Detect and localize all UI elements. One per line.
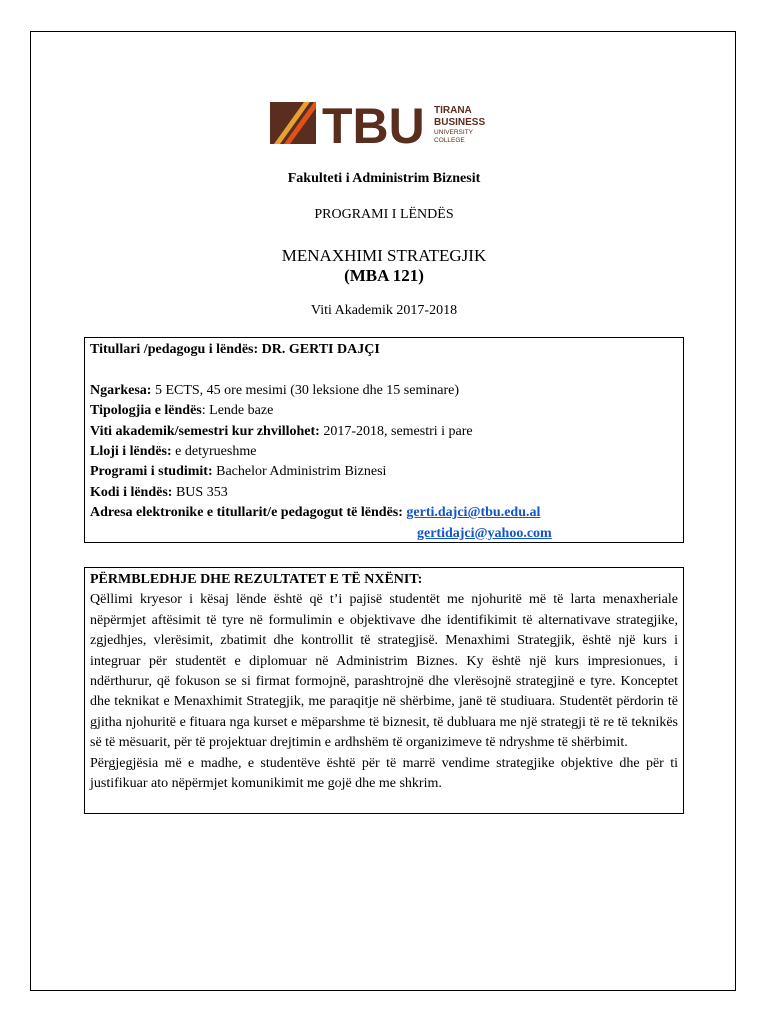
logo-line-tirana: TIRANA [434, 105, 472, 116]
kind-value: e detyrueshme [171, 444, 257, 460]
type-value: : Lende baze [201, 403, 274, 419]
course-code-label: Kodi i lëndës: [90, 484, 173, 500]
email-line [90, 503, 678, 523]
logo-line-college: COLLEGE [434, 137, 465, 144]
course-code-line [90, 483, 678, 503]
email-link-yahoo[interactable]: gertidajci@yahoo.com [417, 525, 552, 541]
semester-value: 2017-2018, semestri i pare [319, 423, 473, 439]
program-heading: PROGRAMI I LËNDËS [314, 207, 454, 222]
semester-label: Viti akademik/semestri kur zhvillohet: [90, 423, 320, 439]
study-program-line [90, 462, 678, 482]
summary-paragraph-1: Qëllimi kryesor i kësaj lënde është që t’i pajisë studentët me njohuritë më të larta menaxheriale nëpërmjet aftësimit të tyre në formulimin e objektivave dhe identifikimit të alternativave strategjike, zgjedhjes, vlerësimit, zbatimit dhe kontrollit të strategjisë. Menaxhimi Strategjik, është një kurs i integruar për studentët e diplomuar në Administrim Biznes. Ky është një kurs impresionues, i ndërthurur, që fokuson se si firmat formojnë, parashtrojnë dhe vlerësojnë strategjinë e tyre. Konceptet dhe teknikat e Menaxhimit Strategjik, me paraqitje në shërbime, janë të studiuara. Studentët përdorin të gjitha njohuritë e fituara nga kurset e mëparshme të biznesit, të dubluara me një strategji të re të teknikës së të mësuarit, për të projektuar drejtimin e ardhshëm të organizimeve të ndryshme të shërbimit. [90, 592, 678, 751]
load-label: Ngarkesa: [90, 382, 152, 398]
blank-line [90, 360, 678, 380]
email-label: Adresa elektronike e titullarit/e pedagogut të lëndës: [90, 505, 403, 521]
type-line [90, 401, 678, 421]
tbu-logo [270, 100, 500, 146]
study-program-label: Programi i studimit: [90, 464, 213, 480]
kind-line [90, 442, 678, 462]
faculty-name: Fakulteti i Administrim Biznesit [287, 171, 481, 186]
summary-paragraph-2: Përgjegjësia më e madhe, e studentëve është për të marrë vendime strategjike objektive dhe për ti justifikuar ato nëpërmjet komunikimit me gojë dhe me shkrim. [90, 755, 678, 792]
type-label: Tipologjia e lëndës [90, 403, 202, 419]
course-code: (MBA 121) [344, 266, 424, 285]
logo-wordmark: TBU [322, 100, 425, 146]
tbu-logo-graphic [270, 100, 500, 146]
load-value: 5 ECTS, 45 ore mesimi (30 leksione dhe 15 seminare) [151, 382, 459, 398]
course-info-box [84, 337, 684, 543]
semester-line [90, 422, 678, 442]
logo-line-business: BUSINESS [434, 117, 486, 128]
course-code-value: BUS 353 [172, 484, 228, 500]
kind-label: Lloji i lëndës: [90, 444, 172, 460]
academic-year: Viti Akademik 2017-2018 [310, 303, 458, 318]
load-line [90, 381, 678, 401]
summary-box [84, 567, 684, 814]
email-line-2 [90, 524, 678, 544]
lecturer-line: Titullari /pedagogu i lëndës: DR. GERTI DAJÇI [90, 342, 380, 357]
summary-heading: PËRMBLEDHJE DHE REZULTATET E TË NXËNIT: [90, 572, 423, 587]
study-program-value: Bachelor Administrim Biznesi [212, 464, 387, 480]
course-title: MENAXHIMI STRATEGJIK [281, 246, 487, 265]
email-link-tbu[interactable]: gerti.dajci@tbu.edu.al [406, 505, 541, 521]
logo-line-university: UNIVERSITY [434, 129, 474, 136]
